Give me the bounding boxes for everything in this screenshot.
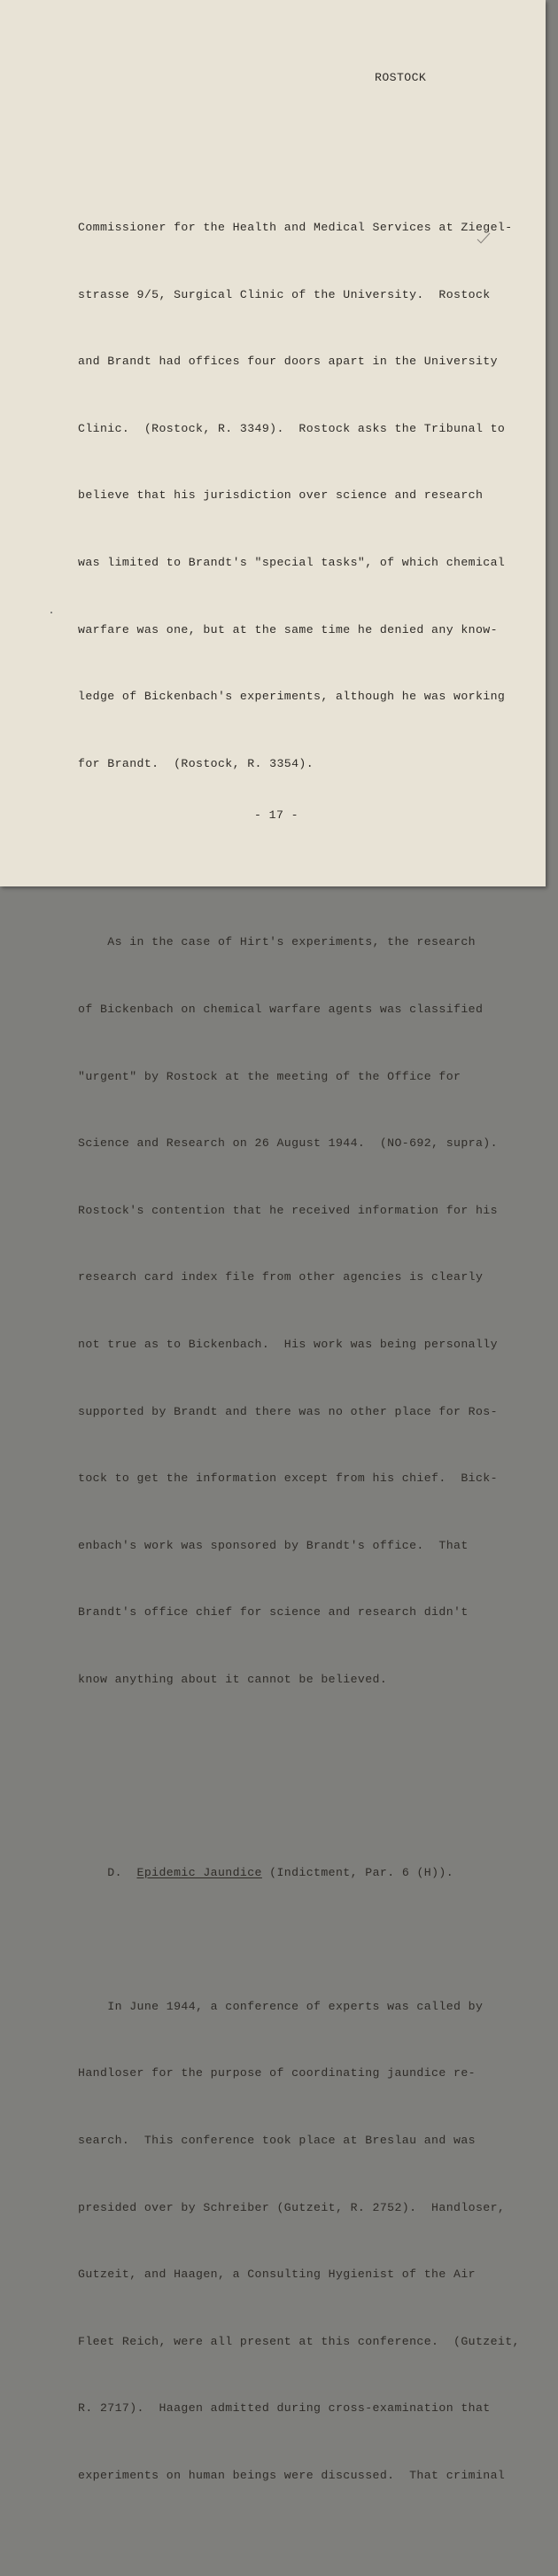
text-line: not true as to Bickenbach. His work was being personally	[78, 1337, 498, 1351]
text-line: research card index file from other agencies is clearly	[78, 1270, 484, 1284]
text-line: Rostock's contention that he received information for his	[78, 1203, 498, 1217]
text-line: Handloser for the purpose of coordinating jaundice re-	[78, 2066, 476, 2080]
text-line: for Brandt. (Rostock, R. 3354).	[78, 756, 314, 770]
text-line: ledge of Bickenbach's experiments, although he was working	[78, 690, 506, 704]
running-header: ROSTOCK	[375, 71, 427, 84]
text-line: and Brandt had offices four doors apart in the University	[78, 355, 498, 369]
text-line: know anything about it cannot be believed.	[78, 1672, 388, 1686]
margin-dot	[50, 612, 52, 613]
text-line: warfare was one, but at the same time he denied any know-	[78, 622, 498, 636]
text-line: Science and Research on 26 August 1944. (NO-692, supra).	[78, 1136, 498, 1151]
text-line: In June 1944, a conference of experts was called by	[78, 1999, 484, 2013]
text-line: R. 2717). Haagen admitted during cross-examination that	[78, 2401, 491, 2416]
text-line: search. This conference took place at Breslau and was	[78, 2133, 476, 2147]
paragraph-2	[78, 886, 520, 1736]
body-text	[78, 105, 520, 2576]
section-heading-suffix: (Indictment, Par. 6 (H)).	[261, 1865, 454, 1879]
paragraph-gap	[78, 1780, 520, 1794]
text-line: strasse 9/5, Surgical Clinic of the University. Rostock	[78, 287, 491, 301]
section-heading-prefix: D.	[78, 1865, 137, 1879]
text-line: supported by Brandt and there was no other place for Ros-	[78, 1404, 498, 1418]
text-line: believe that his jurisdiction over science and research	[78, 488, 484, 503]
text-line: Clinic. (Rostock, R. 3349). Rostock asks the Tribunal to	[78, 421, 506, 435]
text-line: Brandt's office chief for science and research didn't	[78, 1605, 469, 1620]
page-number: - 17 -	[254, 808, 298, 822]
paragraph-1	[78, 172, 520, 820]
text-line: tock to get the information except from his chief. Bick-	[78, 1471, 498, 1486]
paragraph-3	[78, 1950, 520, 2531]
text-line: experiments on human beings were discussed. That criminal	[78, 2468, 506, 2482]
text-line: Gutzeit, and Haagen, a Consulting Hygienist of the Air	[78, 2268, 476, 2282]
text-line: of Bickenbach on chemical warfare agents was classified	[78, 1002, 484, 1016]
text-line: As in the case of Hirt's experiments, the research	[78, 935, 476, 949]
text-line: Commissioner for the Health and Medical Services at Ziegel-	[78, 221, 513, 235]
text-line: "urgent" by Rostock at the meeting of the Office for	[78, 1069, 461, 1083]
text-line: presided over by Schreiber (Gutzeit, R. 2752). Handloser,	[78, 2200, 506, 2214]
text-line: was limited to Brandt's "special tasks", of which chemical	[78, 555, 506, 569]
section-heading-title: Epidemic Jaundice	[136, 1865, 262, 1879]
section-heading	[78, 1862, 520, 1884]
text-line: Fleet Reich, were all present at this conference. (Gutzeit,	[78, 2334, 520, 2348]
text-line: enbach's work was sponsored by Brandt's office. That	[78, 1538, 469, 1552]
